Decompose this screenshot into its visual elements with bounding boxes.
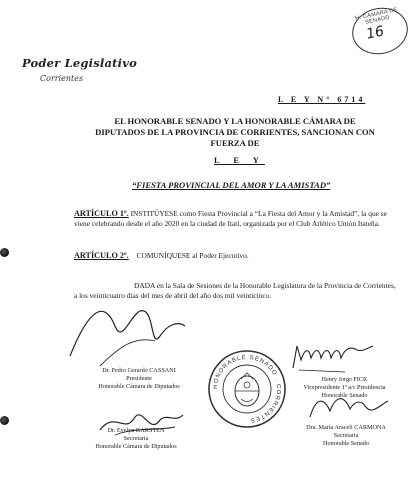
vicepresident-senate-role: Vicepresidente 1º a/c Presidencia (303, 384, 386, 391)
article-2-text: COMUNÍQUESE al Poder Ejecutivo. (136, 251, 249, 260)
signature-block-vicepresident-senate (282, 376, 407, 400)
president-deputies-body: Honorable Cámara de Diputados (98, 383, 180, 390)
signature-block-president-deputies (78, 367, 200, 391)
seal-text: HONORABLE SENADO · CORRIENTES (212, 354, 282, 423)
law-title: “FIESTA PROVINCIAL DEL AMOR Y LA AMISTAD” (132, 180, 331, 190)
signature-block-secretary-senate (284, 424, 408, 448)
binder-hole-top (0, 248, 9, 257)
article-2 (74, 251, 399, 261)
article-1-text: INSTITÚYESE como Fiesta Provincial a “La Fiesta del Amor y la Amistad”, la que se viene celebrando desde el año 2020 en la ciudad de Itatí, organizada por el Club Atlético Unión Itateña. (74, 209, 387, 228)
secretary-senate-name: Dra. María Araceli CARMONA (306, 424, 386, 431)
vicepresident-senate-body: Honorable Senado (321, 392, 368, 399)
letterhead-title: Poder Legislativo (22, 56, 137, 70)
binder-hole-bottom (0, 416, 9, 425)
president-deputies-role: Presidente (126, 375, 152, 382)
secretary-deputies-role: Secretaria (123, 435, 149, 442)
ley-heading: L E Y (214, 155, 265, 165)
vicepresident-senate-name: Henry Jorge FICK (321, 376, 368, 383)
signature-block-secretary-deputies (76, 427, 196, 451)
coat-of-arms-icon (235, 373, 259, 406)
article-2-label: ARTÍCULO 2º. (74, 251, 129, 260)
article-1 (74, 209, 399, 229)
folio-stamp-text: H. CAMARA DE SENADO (354, 6, 399, 26)
law-number: 6714 (337, 95, 366, 104)
secretary-deputies-body: Honorable Cámara de Diputados (95, 443, 177, 450)
enacting-clause: EL HONORABLE SENADO Y LA HONORABLE CÁMARA DE DIPUTADOS DE LA PROVINCIA DE CORRIENTES, SANCIONAN CON FUERZA DE (95, 116, 375, 148)
closing-paragraph: DADA en la Sala de Sesiones de la Honorable Legislatura de la Provincia de Corrientes, a los veinticuatro días del mes de abril del año dos mil veinticinco. (74, 281, 396, 300)
letterhead-city: Corrientes (40, 74, 84, 83)
secretary-senate-body: Honorable Senado (323, 440, 369, 447)
signature-fick (285, 338, 375, 376)
article-1-label: ARTÍCULO 1º. (74, 209, 129, 218)
folio-stamp (348, 3, 412, 60)
president-deputies-name: Dr. Pedro Gerardo CASSANI (102, 367, 176, 374)
senate-seal (207, 349, 287, 429)
folio-number: 16 (364, 23, 386, 43)
law-label: L E Y N° (278, 95, 333, 104)
secretary-senate-role: Secretaria (333, 432, 359, 439)
signature-cassani (60, 296, 190, 376)
letterhead (22, 56, 137, 83)
law-number-line (278, 95, 365, 104)
secretary-deputies-name: Dr. Evelyn KARSTEN (107, 427, 165, 434)
